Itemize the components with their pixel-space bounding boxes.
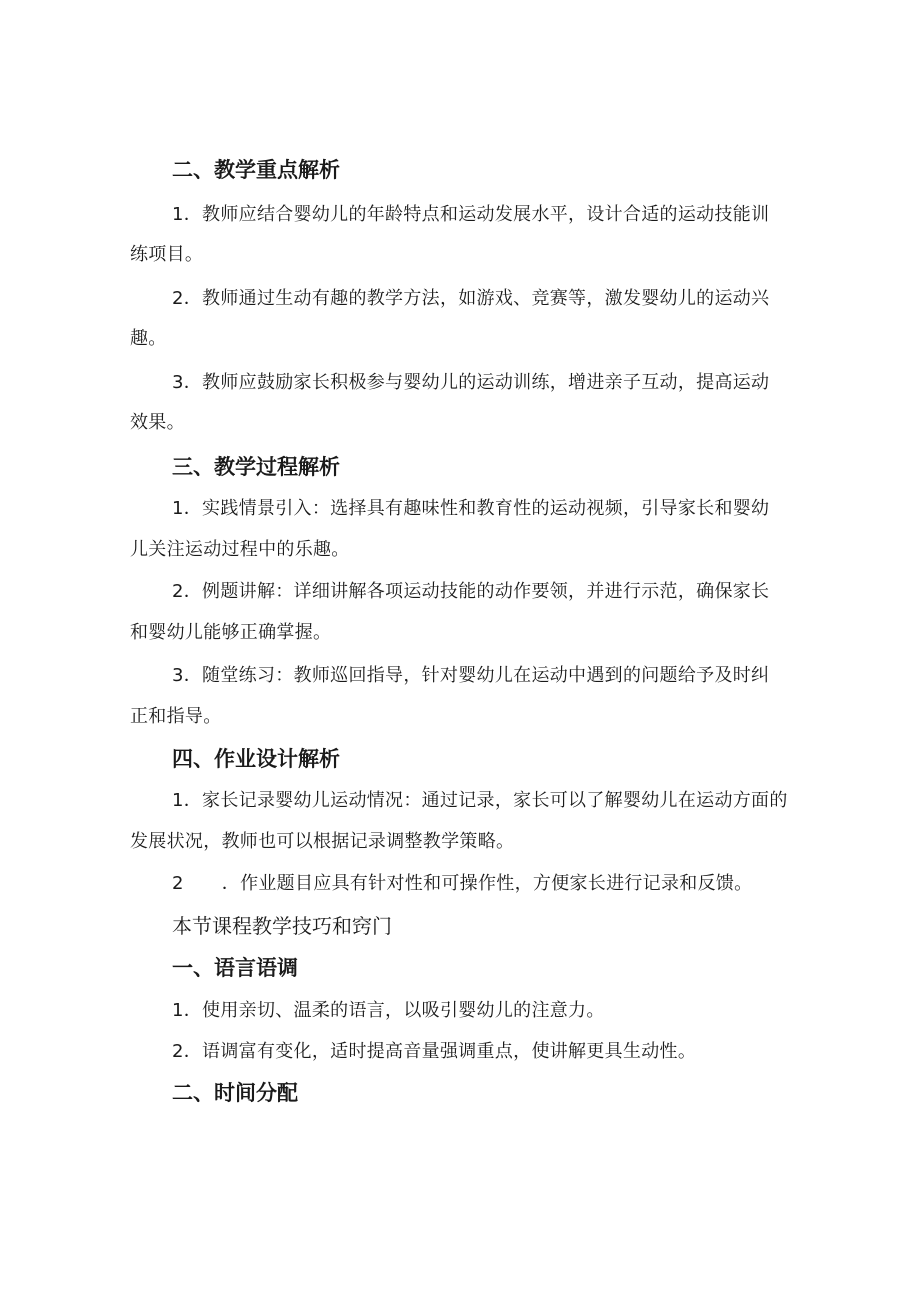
paragraph-line: 1．使用亲切、温柔的语言，以吸引婴幼儿的注意力。 — [172, 1000, 605, 1021]
item-number: 2 — [172, 873, 184, 894]
paragraph-line: 效果。 — [130, 412, 185, 433]
section-heading-time-allocation: 二、时间分配 — [172, 1081, 298, 1105]
paragraph-line: 和婴幼儿能够正确掌握。 — [130, 622, 332, 643]
section-heading-teaching-focus: 二、教学重点解析 — [172, 158, 340, 182]
paragraph-line: 2．例题讲解：详细讲解各项运动技能的动作要领，并进行示范，确保家长 — [172, 581, 770, 602]
section-heading-language-tone: 一、语言语调 — [172, 956, 298, 980]
paragraph-line: 练项目。 — [130, 244, 204, 265]
item-text: ．作业题目应具有针对性和可操作性，方便家长进行记录和反馈。 — [221, 873, 753, 894]
paragraph-line: 趣。 — [130, 328, 167, 349]
paragraph-line: 儿关注运动过程中的乐趣。 — [130, 539, 350, 560]
paragraph-line: 3．教师应鼓励家长积极参与婴幼儿的运动训练，增进亲子互动，提高运动 — [172, 372, 770, 393]
paragraph-line — [172, 875, 752, 893]
paragraph-line: 正和指导。 — [130, 706, 222, 727]
paragraph-line: 2．教师通过生动有趣的教学方法，如游戏、竞赛等，激发婴幼儿的运动兴 — [172, 288, 770, 309]
paragraph-line: 1．家长记录婴幼儿运动情况：通过记录，家长可以了解婴幼儿在运动方面的 — [172, 790, 788, 811]
section-heading-teaching-process: 三、教学过程解析 — [172, 455, 340, 479]
paragraph-line: 3．随堂练习：教师巡回指导，针对婴幼儿在运动中遇到的问题给予及时纠 — [172, 665, 770, 686]
paragraph-line: 2．语调富有变化，适时提高音量强调重点，使讲解更具生动性。 — [172, 1041, 697, 1062]
paragraph-line: 1．实践情景引入：选择具有趣味性和教育性的运动视频，引导家长和婴幼 — [172, 498, 770, 519]
paragraph-line: 1．教师应结合婴幼儿的年龄特点和运动发展水平，设计合适的运动技能训 — [172, 204, 770, 225]
paragraph-line: 发展状况，教师也可以根据记录调整教学策略。 — [130, 831, 515, 852]
section-heading-homework-design: 四、作业设计解析 — [172, 747, 340, 771]
tips-title: 本节课程教学技巧和窍门 — [172, 914, 392, 938]
